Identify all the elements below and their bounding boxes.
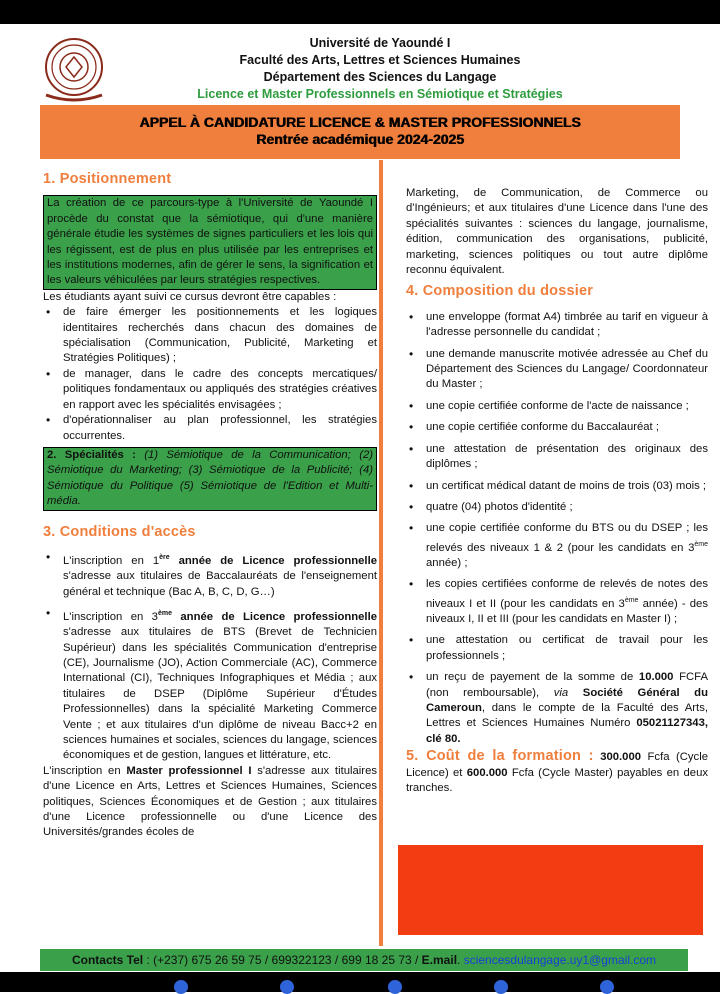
superscript: ème xyxy=(157,609,172,617)
top-black-bar xyxy=(0,0,720,24)
contact-bar xyxy=(40,949,688,971)
list-item: • une attestation de présentation des originaux des diplômes ; xyxy=(406,442,708,473)
master-paragraph xyxy=(43,764,377,841)
university-seal-logo xyxy=(38,33,110,105)
list-item xyxy=(43,606,377,764)
text: FCFA (non remboursable), xyxy=(426,671,708,699)
email-link[interactable]: sciencesdulangage.uy1@gmail.com xyxy=(463,953,656,967)
contact-phones: : (+237) 675 26 59 75 / 699322123 / 699 18 25 73 / xyxy=(143,953,422,967)
superscript: ère xyxy=(159,553,170,561)
specialty-item: (3) Sémiotique de la Publicité; xyxy=(188,464,353,477)
list-item xyxy=(43,550,377,600)
list-item: • quatre (04) photos d'identité ; xyxy=(406,500,708,515)
specialty-item: (4) Sémiotique du Politique xyxy=(47,464,373,492)
text: s'adresse aux titulaires de BTS (Brevet de Technicien Supérieur) dans les spécialités Communication d'entreprise (CE), Journalisme (JO), Action Commerciale (AC), Commerce International (CI), Techniques Infographiques et Média ; aux titulaires de DSEP (Diplôme Supérieur d'Études Professionnelles) dans la spécialité Marketing Commerce Vente ; et aux titulaires d'un diplôme de niveau Bacc+2 en sciences humaines et sociales, sciences du langage, sciences économiques et de gestion, langues et littérature, etc. xyxy=(63,626,377,762)
bold-text: 600.000 xyxy=(466,766,508,779)
bold-text: Master professionnel I xyxy=(126,764,252,777)
text: Fcfa (Cycle Licence) et xyxy=(406,751,708,779)
superscript: ème xyxy=(694,540,708,548)
university-name: Université de Yaoundé I xyxy=(309,36,451,50)
list-item: • une attestation ou certificat de travail pour les professionnels ; xyxy=(406,633,708,664)
title-banner xyxy=(40,105,680,159)
list-item: • d'opérationnaliser au plan professionnel, les stratégies occurrentes. xyxy=(43,413,377,444)
specialty-item: (2) Sémiotique du Marketing; xyxy=(47,448,374,477)
italic-text: via xyxy=(553,686,569,699)
bold-text: 05021127343, clé 80. xyxy=(426,717,708,745)
text: L'inscription en 3 xyxy=(63,610,158,623)
list-item: • de faire émerger les positionnements et les logiques identitaires recherchés dans chacun des domaines de spécialisation (Communication, Publicité, Marketing et Stratégies Politiques) ; xyxy=(43,305,377,367)
dossier-list xyxy=(406,310,708,747)
text: s'adresse aux titulaires d'une Licence en Arts, Lettres et Sciences Humaines, Sciences politiques, Sciences Économiques et de Gestion ; aux titulaires d'une Licence professionnelle ou d'une Licence des Universités/grandes écoles de xyxy=(43,764,377,839)
banner-subtitle: Rentrée académique 2024-2025 xyxy=(256,131,464,147)
conditions-list xyxy=(43,550,377,764)
list-item: • une demande manuscrite motivée adressée au Chef du Département des Sciences du Langage/ Coordonnateur du Master ; xyxy=(406,347,708,393)
text: une copie certifiée conforme du BTS ou du DSEP ; les relevés des niveaux 1 & 2 (pour les candidats en 3 xyxy=(426,522,708,554)
text: année) ; xyxy=(426,556,468,569)
bold-text: année de Licence professionnelle xyxy=(169,554,377,567)
list-item: • une copie certifiée conforme de l'acte de naissance ; xyxy=(406,399,708,414)
left-column xyxy=(43,172,377,841)
list-item xyxy=(406,670,708,747)
superscript: ème xyxy=(624,596,639,604)
faculty-name: Faculté des Arts, Lettres et Sciences Humaines xyxy=(239,53,521,67)
text: L'inscription en xyxy=(43,764,127,777)
section4-heading: 4. Composition du dossier xyxy=(406,283,594,300)
cost-paragraph xyxy=(406,749,708,796)
list-item xyxy=(406,577,708,627)
section3-heading: 3. Conditions d'accès xyxy=(43,523,196,540)
capabilities-list xyxy=(43,305,377,444)
text: Fcfa (Cycle Master) payables en deux tranches. xyxy=(406,766,708,794)
text: un reçu de payement de la somme de xyxy=(426,671,639,684)
section1-heading: 1. Positionnement xyxy=(43,171,172,187)
email-label: E.mail xyxy=(421,953,458,967)
list-item: • un certificat médical datant de moins de trois (03) mois ; xyxy=(406,479,708,494)
text: s'adresse aux titulaires de Baccalauréats de l'enseignement général et technique (Bac A, B, C, D, G…) xyxy=(63,570,377,598)
bold-text: année de Licence professionnelle xyxy=(171,610,377,623)
bold-text: 300.000 xyxy=(593,751,642,764)
text: L'inscription en 1 xyxy=(63,554,160,567)
positionnement-box: La création de ce parcours-type à l'Université de Yaoundé I procède du constat que la sémiotique, qui d'une manière générale étudie les systèmes de signes particuliers et les lois qui les régissent, est de plus en plus utilisée par les entreprises et les institutions modernes, afin de gérer le sens, la signification et les valeurs véhiculées par leurs stratégies respectives. xyxy=(43,195,377,289)
column-divider xyxy=(379,160,383,946)
right-column xyxy=(406,186,708,796)
program-name: Licence et Master Professionnels en Sémiotique et Stratégies xyxy=(197,87,563,101)
list-item xyxy=(406,521,708,571)
specialty-item: (5) Sémiotique de l'Edition et Multi-média. xyxy=(47,479,373,508)
list-item: • de manager, dans le cadre des concepts mercatiques/ politiques fondamentaux ou appliqués des stratégies créatives en rapport avec les spécialités envisagées ; xyxy=(43,367,377,413)
specialites-label: 2. Spécialités : xyxy=(47,448,136,461)
contact-label: Contacts Tel xyxy=(71,953,144,967)
section1-intro: Les étudiants ayant suivi ce cursus devront être capables : xyxy=(43,290,337,303)
text: année) - des niveaux I, II et III (pour les candidats en Master I) ; xyxy=(426,597,708,625)
text: les copies certifiées conforme de relevés de notes des niveaux I et II (pour les candidats en 3 xyxy=(426,578,708,610)
red-placeholder-box xyxy=(398,845,703,935)
text: . xyxy=(457,953,464,967)
right-intro-paragraph: Marketing, de Communication, de Commerce ou d'Ingénieurs; et aux titulaires d'une Licence dans l'une des spécialités suivantes : sciences du langage, journalisme, édition, communication des organisations, publicité, marketing, sciences politiques ou tout autre diplôme reconnu équivalent. xyxy=(406,187,708,277)
section5-heading: 5. Coût de la formation : xyxy=(406,748,594,765)
specialites-box xyxy=(43,447,377,511)
bold-text: 10.000 xyxy=(638,671,674,684)
institution-header xyxy=(120,35,640,103)
list-item: • une enveloppe (format A4) timbrée au tarif en vigueur à l'adresse personnelle du candidat ; xyxy=(406,310,708,341)
list-item: • une copie certifiée conforme du Baccalauréat ; xyxy=(406,420,708,435)
department-name: Département des Sciences du Langage xyxy=(263,70,497,84)
banner-title: APPEL À CANDIDATURE LICENCE & MASTER PROFESSIONNELS xyxy=(139,114,581,130)
text: , dans le compte de la Faculté des Arts, Lettres et Sciences Humaines Numéro xyxy=(426,701,708,730)
bold-text: Société Général du Cameroun xyxy=(426,686,708,714)
specialty-item: (1) Sémiotique de la Communication; xyxy=(144,448,351,461)
